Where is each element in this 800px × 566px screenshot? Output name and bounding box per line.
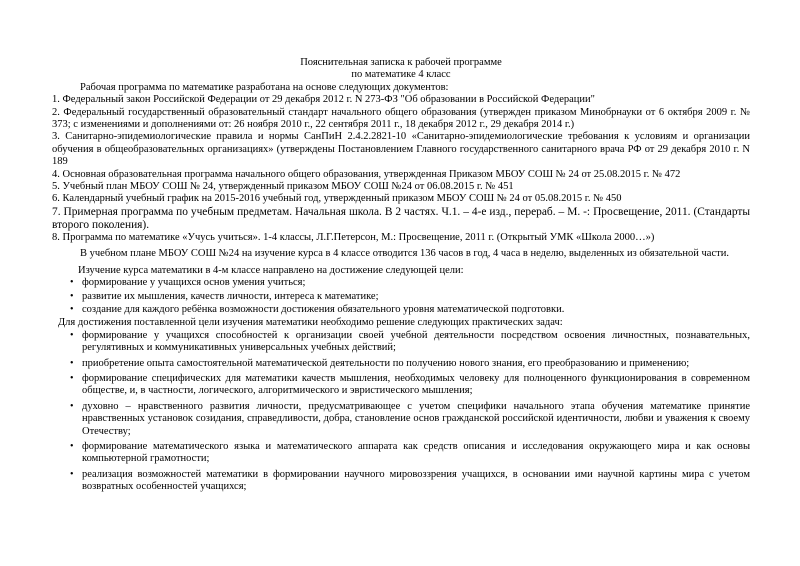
- task-item: [70, 373, 750, 398]
- task-text: формирование математического языка и математического аппарата как средств описания и исследования окружающего мира и как основы компьютерной грамотности;: [82, 440, 750, 465]
- goal-text: формирование у учащихся основ умения учиться;: [82, 277, 306, 289]
- bullet-icon: •: [70, 329, 74, 341]
- task-item: [70, 469, 750, 494]
- task-text: реализация возможностей математики в формировании научного мировоззрения учащихся, в основании ими научной картины мира с учетом возвратных особенностей учащихся;: [82, 468, 750, 493]
- bullet-icon: •: [70, 440, 74, 452]
- bullet-icon: •: [70, 468, 74, 480]
- document-item-4: 4. Основная образовательная программа начального общего образования, утвержденная Приказом МБОУ СОШ № 24 от 25.08.2015 г. № 472: [52, 168, 681, 180]
- goal-item: [70, 291, 750, 303]
- intro-paragraph: Рабочая программа по математике разработана на основе следующих документов:: [80, 81, 449, 93]
- bullet-icon: •: [70, 357, 74, 369]
- tasks-intro: Для достижения поставленной цели изучения математики необходимо решение следующих практических задач:: [58, 317, 563, 329]
- document-item-8: 8. Программа по математике «Учусь учиться». 1-4 классы, Л.Г.Петерсон, М.: Просвещение, 2011 г. (Открытый УМК «Школа 2000…»): [52, 231, 655, 243]
- goal-item: [70, 304, 750, 316]
- document-item-3: 3. Санитарно-эпидемиологические правила и нормы СанПиН 2.4.2.2821-10 «Санитарно-эпидемиологические требования к условиям и организации обучения в общеобразовательных организациях» (утверждены Постановлением Главного государственного санитарного врача РФ от 29 декабря 2010 г. N 189: [52, 131, 750, 168]
- document-title: [52, 57, 750, 82]
- task-text: формирование специфических для математики качеств мышления, необходимых человеку для полноценного функционирования в современном обществе, и, в частности, логического, алгоритмического и эвристического мышления;: [82, 372, 750, 397]
- document-item-5: 5. Учебный план МБОУ СОШ № 24, утвержденный приказом МБОУ СОШ №24 от 06.08.2015 г. № 451: [52, 181, 514, 193]
- hours-paragraph: В учебном плане МБОУ СОШ №24 на изучение курса в 4 классе отводится 136 часов в год, 4 часа в неделю, выделенных из обязательной части.: [80, 248, 729, 260]
- title-line-1: Пояснительная записка к рабочей программе: [300, 57, 502, 68]
- bullet-icon: •: [70, 400, 74, 412]
- task-text: духовно – нравственного развития личности, предусматривающее с учетом специфики начального этапа обучения математике принятие нравственных установок созидания, справедливости, добра, становление основ гражданской российской идентичности, любви и уважения к своему Отечеству;: [82, 400, 750, 437]
- document-item-1: 1. Федеральный закон Российской Федерации от 29 декабря 2012 г. N 273-ФЗ "Об образовании в Российской Федерации": [52, 94, 595, 106]
- documents-list: [52, 94, 750, 244]
- bullet-icon: •: [70, 303, 74, 315]
- goal-text: создание для каждого ребёнка возможности достижения обязательного уровня математической подготовки.: [82, 303, 565, 315]
- goals-list: [52, 277, 750, 316]
- document-item-6: 6. Календарный учебный график на 2015-2016 учебный год, утвержденный приказом МБОУ СОШ № 24 от 05.08.2015 г. № 450: [52, 193, 622, 205]
- task-text: приобретение опыта самостоятельной математической деятельности по получению нового знания, его преобразованию и применению;: [82, 357, 690, 369]
- goal-text: развитие их мышления, качеств личности, интереса к математике;: [82, 290, 379, 302]
- goals-intro: Изучение курса математики в 4-м классе направлено на достижение следующей цели:: [78, 264, 464, 276]
- title-line-2: по математике 4 класс: [351, 69, 451, 81]
- task-item: [70, 358, 750, 370]
- bullet-icon: •: [70, 290, 74, 302]
- goal-item: [70, 277, 750, 289]
- document-item-2: 2. Федеральный государственный образовательный стандарт начального общего образования (утвержден приказом Минобрнауки от 6 октября 2009 г. № 373; с изменениями и дополнениями от: 26 ноября 2010 г., 22 сентября 2011 г., 18 декабря 2012 г., 29 декабря 2014 г.): [52, 106, 750, 131]
- bullet-icon: •: [70, 372, 74, 384]
- task-item: [70, 330, 750, 355]
- tasks-list: [52, 330, 750, 494]
- document-item-7: 7. Примерная программа по учебным предметам. Начальная школа. В 2 частях. Ч.1. – 4-е изд., перераб. – М. -: Просвещение, 2011. (Стандарты второго поколения).: [52, 205, 750, 231]
- task-item: [70, 401, 750, 438]
- task-text: формирование у учащихся способностей к организации своей учебной деятельности посредством освоения личностных, познавательных, регулятивных и коммуникативных универсальных учебных действий;: [82, 329, 750, 354]
- bullet-icon: •: [70, 277, 74, 289]
- task-item: [70, 441, 750, 466]
